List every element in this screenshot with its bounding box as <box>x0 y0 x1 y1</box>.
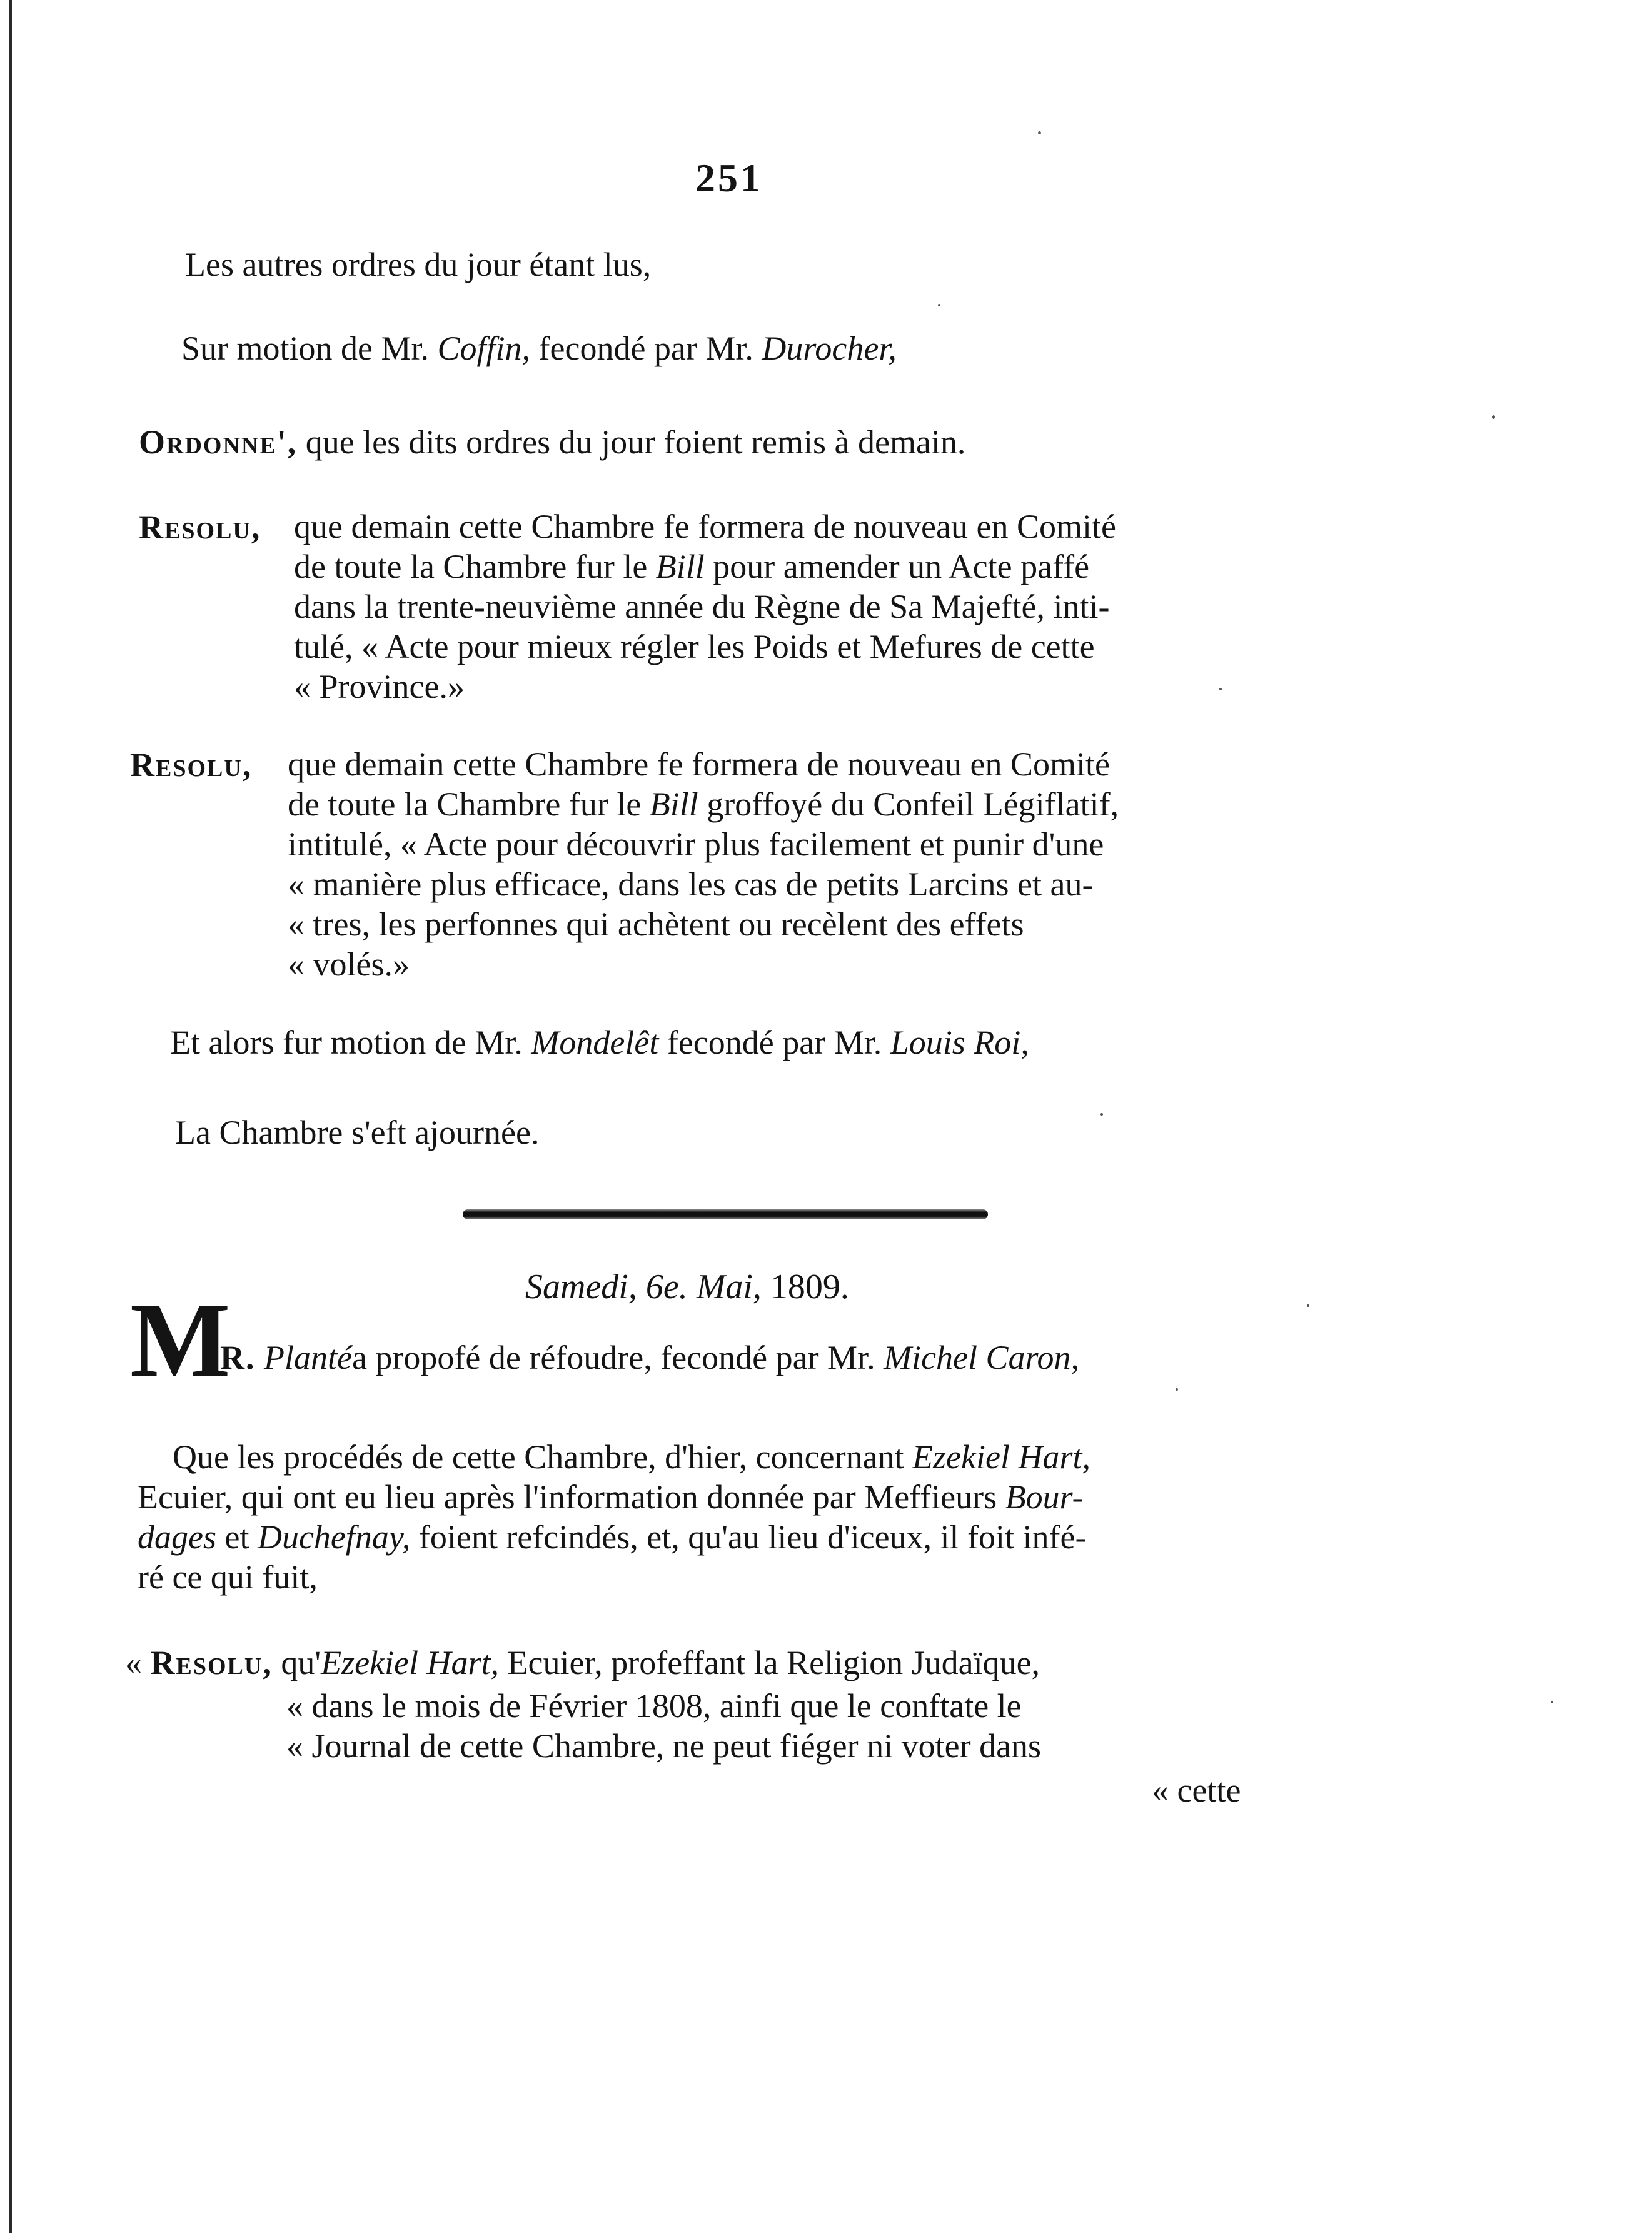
text-line: Ecuier, qui ont eu lieu après l'information donnée par Meffieurs Bour- <box>138 1478 1084 1516</box>
member-name: Louis Roi, <box>890 1024 1029 1061</box>
resolution-hart-lead <box>125 1646 1040 1680</box>
member-name: Coffin, <box>437 330 531 367</box>
paragraph-ordered <box>139 425 965 459</box>
text: a propofé de réfoudre, fecondé par Mr. <box>351 1339 875 1376</box>
text: R. <box>220 1339 256 1376</box>
scan-speck <box>1551 1701 1553 1703</box>
text: Sur motion de Mr. <box>181 330 430 367</box>
scan-speck <box>1100 1113 1103 1116</box>
text-line: « manière plus efficace, dans les cas de petits Larcins et au- <box>288 865 1094 903</box>
text-line: que demain cette Chambre fe formera de nouveau en Comité <box>288 745 1110 783</box>
resolution-lead <box>130 748 252 782</box>
text-line: ré ce qui fuit, <box>138 1558 318 1596</box>
text: que les dits ordres du jour foient remis à demain. <box>305 423 966 461</box>
scan-speck <box>1038 131 1041 134</box>
text-line: « Province.» <box>294 668 465 705</box>
text-line: « dans le mois de Février 1808, ainfi que le conftate le <box>286 1687 1022 1725</box>
text-line: dans la trente-neuvième année du Règne de Sa Majefté, inti- <box>294 588 1110 625</box>
member-name: Michel Caron, <box>884 1339 1080 1376</box>
text: fecondé par Mr. <box>538 330 753 367</box>
lead-word: Resolu, <box>130 746 253 784</box>
year: 1809. <box>770 1268 849 1306</box>
member-name: Mondelêt <box>531 1024 659 1061</box>
text-line: « volés.» <box>288 945 410 983</box>
member-name: Durocher, <box>762 330 897 367</box>
text: Ecuier, profeffant la Religion Judaïque, <box>507 1644 1040 1681</box>
section-divider-rule <box>463 1209 988 1219</box>
text-line: dages et Duchefnay, foient refcindés, et, qu'au lieu d'iceux, il foit infé- <box>138 1518 1087 1556</box>
weekday: Samedi, <box>525 1268 637 1306</box>
date: 6e. Mai, <box>645 1268 762 1306</box>
quote-mark: « <box>125 1644 142 1681</box>
page-number: 251 <box>695 156 763 200</box>
text-line: que demain cette Chambre fe formera de nouveau en Comité <box>294 508 1116 545</box>
catchword: « cette <box>1152 1772 1241 1809</box>
paragraph-motion-mondelet <box>170 1026 1029 1059</box>
scan-speck <box>938 304 940 306</box>
member-name: Planté <box>264 1339 352 1376</box>
paragraph-rescind-proceedings <box>138 1437 1090 1597</box>
resolution-petty-larceny <box>288 744 1119 984</box>
resolution-lead <box>139 510 261 544</box>
page-edge-rule <box>9 0 12 2233</box>
text: Et alors fur motion de Mr. <box>170 1024 523 1061</box>
resolution-weights-measures <box>294 507 1116 707</box>
text-line: intitulé, « Acte pour découvrir plus facilement et punir d'une <box>288 825 1104 863</box>
lead-word: Resolu, <box>139 508 261 546</box>
scan-speck <box>1176 1388 1178 1391</box>
lead-word: Resolu, <box>150 1644 273 1681</box>
text-line: Que les procédés de cette Chambre, d'hier, concernant Ezekiel Hart, <box>173 1438 1090 1476</box>
text: fecondé par Mr. <box>667 1024 882 1061</box>
text-line: de toute la Chambre fur le Bill groffoyé du Confeil Légiflatif, <box>288 785 1119 823</box>
member-name: Ezekiel Hart, <box>321 1644 499 1681</box>
paragraph-adjourned <box>175 1116 539 1149</box>
paragraph-orders-read <box>185 248 651 281</box>
drop-cap-letter: M <box>130 1281 231 1399</box>
text-line: tulé, « Acte pour mieux régler les Poids et Mefures de cette <box>294 628 1095 665</box>
text-line: « Journal de cette Chambre, ne peut fiéger ni voter dans <box>286 1727 1042 1765</box>
scan-speck <box>1307 1304 1309 1307</box>
text: qu' <box>281 1644 321 1681</box>
scan-speck <box>1219 688 1222 690</box>
resolution-hart-body <box>286 1686 1041 1766</box>
paragraph-text: La Chambre s'eft ajournée. <box>175 1114 540 1151</box>
scan-speck <box>1492 415 1495 419</box>
date-heading <box>525 1269 849 1304</box>
paragraph-text: Les autres ordres du jour étant lus, <box>185 246 652 283</box>
text-line: « tres, les perfonnes qui achètent ou recèlent des effets <box>288 905 1024 943</box>
paragraph-motion-coffin <box>181 331 897 365</box>
lead-word: Ordonne', <box>139 423 298 461</box>
text-line: de toute la Chambre fur le Bill pour amender un Acte paffé <box>294 548 1090 585</box>
motion-plante <box>220 1341 1079 1374</box>
